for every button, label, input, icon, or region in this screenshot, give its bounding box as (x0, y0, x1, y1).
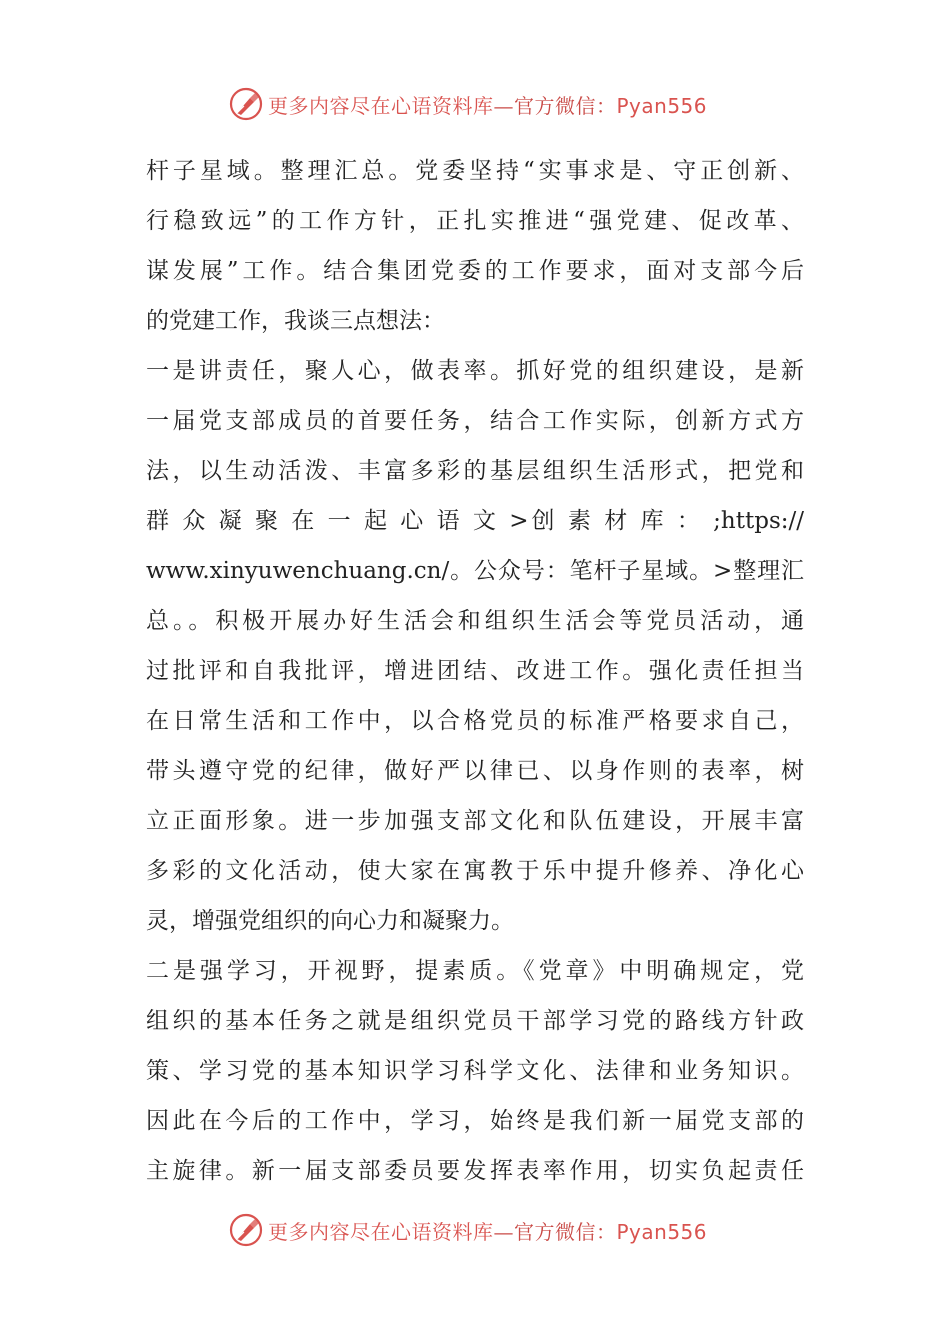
pen-nib-logo-icon (228, 1212, 264, 1248)
text-line: 法，以生动活泼、丰富多彩的基层组织生活形式，把党和 (146, 458, 804, 484)
text-line: 主旋律。新一届支部委员要发挥表率作用，切实负起责任 (146, 1158, 804, 1184)
text-line: 二是强学习，开视野，提素质。《党章》中明确规定，党 (146, 958, 804, 984)
banner-text (268, 90, 707, 119)
banner-main: 更多内容尽在心语资料库 (268, 1219, 494, 1244)
text-line: 的党建工作，我谈三点想法： (146, 308, 445, 334)
banner-wechat-id: Pyan556 (616, 1219, 708, 1244)
text-line: 策、学习党的基本知识学习科学文化、法律和业务知识。 (146, 1058, 804, 1084)
text-line-url: 群 众 凝 聚 在 一 起 心 语 文 >创 素 材 库 ： ;https:// (146, 508, 804, 534)
text-line: 总。。积极开展办好生活会和组织生活会等党员活动，通 (146, 608, 804, 634)
text-line: 在日常生活和工作中，以合格党员的标准严格要求自己， (146, 708, 804, 734)
banner-text (268, 1216, 707, 1245)
text-line-url: www.xinyuwenchuang.cn/。公众号：笔杆子星域。>整理汇 (146, 558, 804, 584)
text-line: 带头遵守党的纪律，做好严以律已、以身作则的表率，树 (146, 758, 804, 784)
text-line: 因此在今后的工作中，学习，始终是我们新一届党支部的 (146, 1108, 804, 1134)
text-line: 谋发展”工作。结合集团党委的工作要求，面对支部今后 (146, 258, 804, 284)
text-line: 一届党支部成员的首要任务，结合工作实际，创新方式方 (146, 408, 804, 434)
text-line: 灵，增强党组织的向心力和凝聚力。 (146, 908, 514, 934)
banner-mid: 官方微信： (514, 1219, 617, 1244)
banner-dash: — (493, 93, 514, 118)
text-line: 杆子星域。整理汇总。党委坚持“实事求是、守正创新、 (146, 158, 804, 184)
banner-dash: — (493, 1219, 514, 1244)
banner-mid: 官方微信： (514, 93, 617, 118)
text-line: 多彩的文化活动，使大家在寓教于乐中提升修养、净化心 (146, 858, 804, 884)
text-line: 行稳致远”的工作方针，正扎实推进“强党建、促改革、 (146, 208, 804, 234)
text-line: 过批评和自我批评，增进团结、改进工作。强化责任担当 (146, 658, 804, 684)
document-body (146, 146, 804, 1196)
text-line: 组织的基本任务之就是组织党员干部学习党的路线方针政 (146, 1008, 804, 1034)
banner-main: 更多内容尽在心语资料库 (268, 93, 494, 118)
banner-wechat-id: Pyan556 (616, 93, 708, 118)
pen-nib-logo-icon (228, 86, 264, 122)
text-line: 一是讲责任，聚人心，做表率。抓好党的组织建设，是新 (146, 358, 804, 384)
header-banner (228, 82, 707, 126)
text-line: 立正面形象。进一步加强支部文化和队伍建设，开展丰富 (146, 808, 804, 834)
footer-banner (228, 1208, 707, 1252)
